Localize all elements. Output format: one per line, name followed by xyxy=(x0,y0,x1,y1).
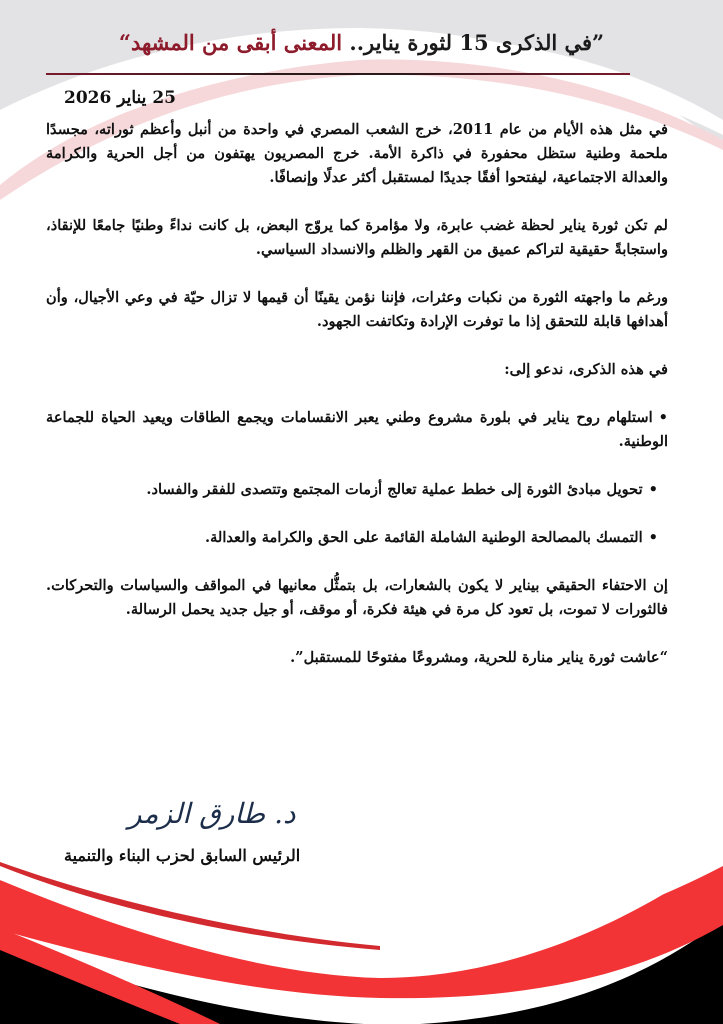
statement-date: 25 يناير 2026 xyxy=(64,88,176,108)
bullet-item xyxy=(46,478,668,502)
title-part-1: ”في الذكرى 15 لثورة يناير.. xyxy=(342,30,605,55)
bullet-text: استلهام روح يناير في بلورة مشروع وطني يعبر الانقسامات ويجمع الطاقات ويعيد الحياة للجماعة الوطنية. xyxy=(46,409,668,450)
paragraph-call: في هذه الذكرى، ندعو إلى: xyxy=(504,361,668,378)
bullet-item xyxy=(46,526,668,550)
title-divider xyxy=(46,73,630,75)
signature-role: الرئيس السابق لحزب البناء والتنمية xyxy=(64,846,301,865)
bullet-text: تحويل مبادئ الثورة إلى خطط عملية تعالج أزمات المجتمع وتتصدى للفقر والفساد. xyxy=(146,481,643,498)
statement-title xyxy=(60,28,663,58)
paragraph-not-anger: لم تكن ثورة يناير لحظة غضب عابرة، ولا مؤامرة كما يروّج البعض، بل كانت نداءً وطنيًا جامعًا للإنقاذ، واستجابةً حقيقية لتراكم عميق من القهر والظلم والانسداد السياسي. xyxy=(46,217,668,258)
paragraph-intro: في مثل هذه الأيام من عام 2011، خرج الشعب المصري في واحدة من أنبل وأعظم ثوراته، مجسدًا ملحمة وطنية ستظل محفورة في ذاكرة الأمة. خرج المصريون يهتفون من أجل الحرية والكرامة والعدالة الاجتماعية، ليفتحوا أفقًا جديدًا لمستقبل أكثر عدلًا وإنصافًا. xyxy=(46,121,668,186)
paragraph-closing: إن الاحتفاء الحقيقي بيناير لا يكون بالشعارات، بل بتمثُّل معانيها في المواقف والسياسات والتحركات. فالثورات لا تموت، بل تعود كل مرة في هيئة فكرة، أو موقف، أو جيل جديد يحمل الرسالة. xyxy=(46,577,668,618)
paragraph-despite: ورغم ما واجهته الثورة من نكبات وعثرات، فإننا نؤمن يقينًا أن قيمها لا تزال حيّة في وعي الأجيال، وأن أهدافها قابلة للتحقق إذا ما توفرت الإرادة وتكاتفت الجهود. xyxy=(46,289,668,330)
bullet-icon: • xyxy=(658,409,668,426)
bullet-item xyxy=(46,406,668,454)
statement-body xyxy=(46,118,668,694)
bullet-text: التمسك بالمصالحة الوطنية الشاملة القائمة على الحق والكرامة والعدالة. xyxy=(204,529,643,546)
bullet-icon: • xyxy=(648,529,658,546)
bullet-icon: • xyxy=(648,481,658,498)
closing-quote: “عاشت ثورة يناير منارة للحرية، ومشروعًا مفتوحًا للمستقبل”. xyxy=(290,649,668,666)
signature: د. طارق الزمر xyxy=(128,797,296,830)
title-part-2: المعنى أبقى من المشهد“ xyxy=(118,30,343,55)
